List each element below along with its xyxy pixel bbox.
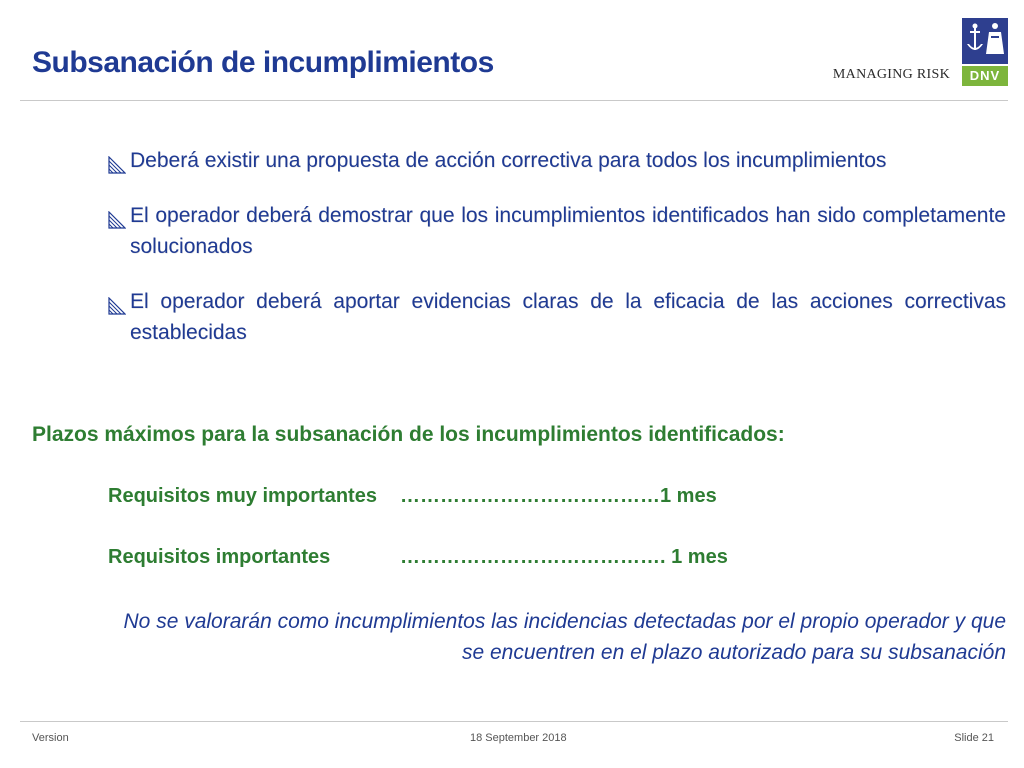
- header-divider: [20, 100, 1008, 101]
- triangle-bullet-icon: [108, 293, 126, 311]
- plazos-heading: Plazos máximos para la subsanación de los incumplimientos identificados:: [32, 423, 785, 446]
- requirement-deadline: …………………………………1 mes: [400, 485, 717, 507]
- bullet-item: [108, 200, 1006, 262]
- dnv-logo: [962, 18, 1008, 88]
- bullet-text: El operador deberá aportar evidencias claras de la eficacia de las acciones correctivas establecidas: [130, 290, 1006, 344]
- requirement-label: Requisitos muy importantes: [108, 485, 377, 507]
- bullet-text: Deberá existir una propuesta de acción correctiva para todos los incumplimientos: [130, 149, 887, 172]
- triangle-bullet-icon: [108, 152, 126, 170]
- anchor-logo-icon: [962, 18, 1008, 64]
- italic-note: No se valorarán como incumplimientos las incidencias detectadas por el propio operador y que se encuentren en el plazo autorizado para su subsanación: [123, 610, 1006, 664]
- dnv-logo-text: DNV: [962, 66, 1008, 86]
- slide-title: Subsanación de incumplimientos: [32, 46, 494, 79]
- bullet-item: [108, 286, 1006, 348]
- requirement-deadline: …………………………………. 1 mes: [400, 546, 728, 568]
- footer-slide-number: Slide 21: [954, 732, 994, 744]
- bullet-list: [108, 145, 1006, 372]
- footer-divider: [20, 721, 1008, 722]
- triangle-bullet-icon: [108, 207, 126, 225]
- bullet-text: El operador deberá demostrar que los incumplimientos identificados han sido completamente solucionados: [130, 204, 1006, 258]
- footer-date: 18 September 2018: [470, 732, 567, 744]
- requirement-row: [108, 546, 728, 569]
- footer-version: Version: [32, 732, 69, 744]
- requirement-row: [108, 485, 717, 508]
- requirement-label: Requisitos importantes: [108, 546, 331, 568]
- bullet-item: [108, 145, 1006, 176]
- managing-risk-tagline: MANAGING RISK: [832, 67, 950, 82]
